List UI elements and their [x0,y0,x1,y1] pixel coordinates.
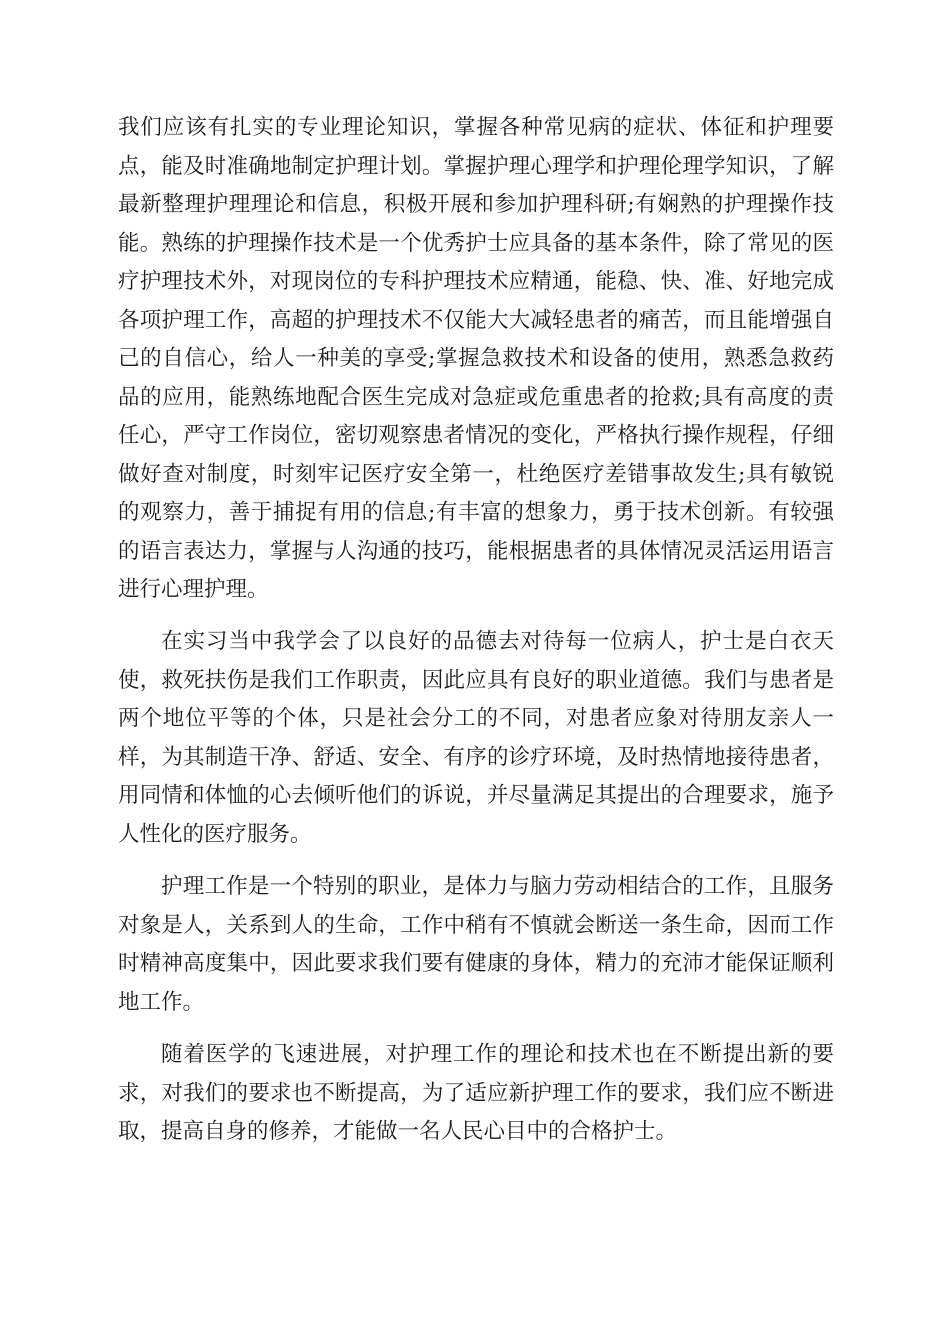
paragraph-continuous-improvement: 随着医学的飞速进展，对护理工作的理论和技术也在不断提出新的要求，对我们的要求也不断提高，为了适应新护理工作的要求，我们应不断进取，提高自身的修养，才能做一名人民心目中的合格护士。 [118,1042,834,1144]
paragraph-professional-ethics: 在实习当中我学会了以良好的品德去对待每一位病人，护士是白衣天使，救死扶伤是我们工作职责，因此应具有良好的职业道德。我们与患者是两个地位平等的个体，只是社会分工的不同，对患者应象对待朋友亲人一样，为其制造干净、舒适、安全、有序的诊疗环境，及时热情地接待患者，用同情和体恤的心去倾听他们的诉说，并尽量满足其提出的合理要求，施予人性化的医疗服务。 [118,629,834,847]
paragraph-physical-health: 护理工作是一个特别的职业，是体力与脑力劳动相结合的工作，且服务对象是人，关系到人的生命，工作中稍有不慎就会断送一条生命，因而工作时精神高度集中，因此要求我们要有健康的身体，精力的充沛才能保证顺利地工作。 [118,874,834,1015]
paragraph-professional-knowledge: 我们应该有扎实的专业理论知识，掌握各种常见病的症状、体征和护理要点，能及时准确地制定护理计划。掌握护理心理学和护理伦理学知识，了解最新整理护理理论和信息，积极开展和参加护理科研;有娴熟的护理操作技能。熟练的护理操作技术是一个优秀护士应具备的基本条件，除了常见的医疗护理技术外，对现岗位的专科护理技术应精通，能稳、快、准、好地完成各项护理工作，高超的护理技术不仅能大大减轻患者的痛苦，而且能增强自己的自信心，给人一种美的享受;掌握急救技术和设备的使用，熟悉急救药品的应用，能熟练地配合医生完成对急症或危重患者的抢救;具有高度的责任心，严守工作岗位，密切观察患者情况的变化，严格执行操作规程，仔细做好查对制度，时刻牢记医疗安全第一，杜绝医疗差错事故发生;具有敏锐的观察力，善于捕捉有用的信息;有丰富的想象力，勇于技术创新。有较强的语言表达力，掌握与人沟通的技巧，能根据患者的具体情况灵活运用语言进行心理护理。 [118,115,834,602]
